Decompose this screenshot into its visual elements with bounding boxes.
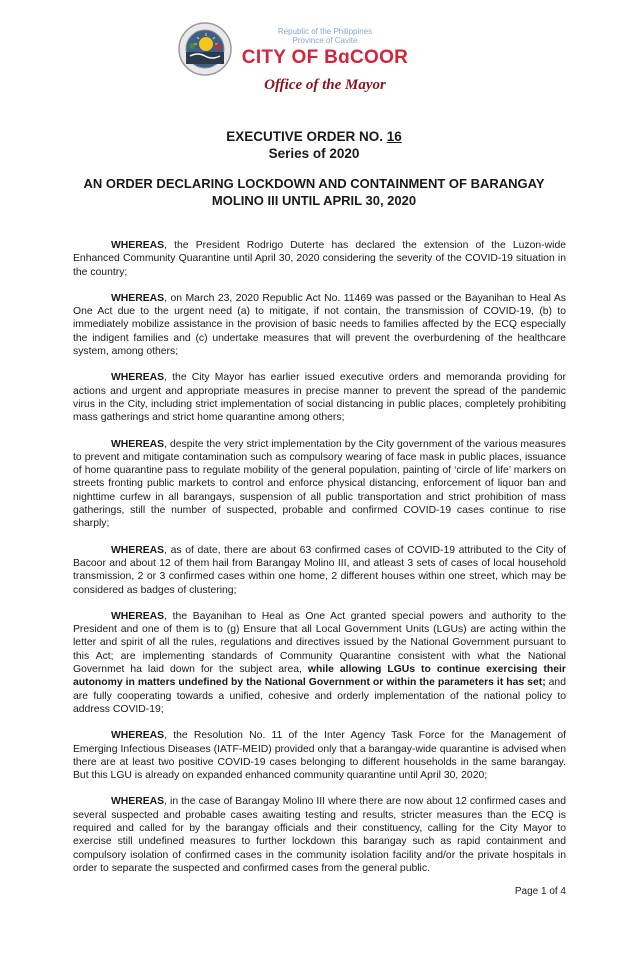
whereas-lead: WHEREAS [111, 292, 165, 304]
order-series: Series of 2020 [268, 146, 360, 161]
whereas-paragraph [73, 795, 566, 875]
paragraph-bold-text: while allowing LGUs to continue exercising their autonomy in matters undefined by the National Government or within the parameters it has set; [73, 664, 566, 689]
whereas-lead: WHEREAS [111, 438, 165, 450]
whereas-paragraph [73, 729, 566, 782]
order-title [60, 175, 568, 209]
order-title-line-1: AN ORDER DECLARING LOCKDOWN AND CONTAINMENT OF BARANGAY [83, 176, 545, 191]
province-text: Province of Cavite [292, 36, 358, 45]
republic-text: Republic of the Philippines [277, 27, 373, 36]
whereas-lead: WHEREAS [111, 240, 165, 251]
paragraph-text: , the President Rodrigo Duterte has declared the extension of the Luzon-wide Enhanced Community Quarantine until April 30, 2020 considering the severity of the COVID-19 situation in the country; [73, 240, 566, 278]
whereas-lead: WHEREAS [111, 372, 165, 384]
whereas-lead: WHEREAS [111, 610, 165, 622]
whereas-lead: WHEREAS [111, 544, 165, 556]
letterhead [0, 0, 628, 110]
paragraph-text: , despite the very strict implementation by the City government of the various measures to prevent and mitigate contamination such as compulsory wearing of face mask in public places, issuance of home quarantine pass to regulate mobility of the general population, painting of ‘circle of life’ markers on streets fronting public markets to control and enforce physical distancing, enforcement of liquor ban and nighttime curfew in all barangays, suspension of all public transportation and strict prohibition of mass gatherings, still the number of suspected, probable and confirmed COVID-19 cases continue to rise sharply; [73, 438, 566, 530]
whereas-paragraph [73, 610, 566, 716]
city-seal-icon [178, 22, 232, 76]
order-heading [0, 128, 628, 162]
letterhead-republic-province [240, 27, 410, 45]
order-number: 16 [386, 129, 402, 144]
paragraph-text: , in the case of Barangay Molino III where there are now about 12 confirmed cases and several suspected and probable cases awaiting testing and results, stricter measures than the ECQ is required and called for by the barangay officials and their constituency, calling for the City Mayor to exercise still undefined measures to further lockdown this barangay such as rapid containment and compulsory isolation of confirmed cases in the community isolation facility and/or the private hospitals in order to separate the suspected and confirmed cases from the general public. [73, 796, 566, 874]
paragraph-text-end: and are fully cooperating towards a unified, cohesive and orderly implementation of the national policy to address COVID-19; [73, 677, 566, 715]
paragraph-text: , the Resolution No. 11 of the Inter Agency Task Force for the Management of Emerging Infectious Diseases (IATF-MEID) provided only that a barangay-wide quarantine is advised when there are at least two positive COVID-19 cases belonging to different households in the same barangay. But this LGU is already on expanded enhanced community quarantine until April 30, 2020; [73, 730, 566, 782]
city-name: CITY OF BɑCOOR [241, 47, 409, 68]
page-number: Page 1 of 4 [514, 886, 566, 897]
whereas-paragraph [73, 438, 566, 531]
whereas-paragraph [73, 371, 566, 424]
paragraph-text: , the City Mayor has earlier issued executive orders and memoranda providing for actions and urgent and appropriate measures in precise manner to prevent the spread of the pandemic virus in the City, including strict implementation of social distancing in public places, completely prohibiting mass gatherings and strict home quarantine among others; [73, 372, 566, 424]
order-title-line-2: MOLINO III UNTIL APRIL 30, 2020 [211, 193, 417, 208]
whereas-paragraph [73, 292, 566, 358]
document-body [73, 239, 566, 888]
whereas-paragraph [73, 239, 566, 279]
order-heading-prefix: EXECUTIVE ORDER NO. [226, 129, 387, 144]
whereas-paragraph [73, 544, 566, 597]
order-number-line [0, 128, 628, 145]
paragraph-text: , on March 23, 2020 Republic Act No. 11469 was passed or the Bayanihan to Heal As One Act due to the urgent need (a) to mitigate, if not contain, the transmission of COVID-19, (b) to immediately mobilize assistance in the provision of basic needs to families affected by the ECQ especially the indigent families and (c) undertake measures that will prevent the overburdening of the healthcare system, among others; [73, 292, 566, 358]
whereas-lead: WHEREAS [111, 796, 165, 808]
office-name: Office of the Mayor [264, 77, 386, 93]
paragraph-text: , as of date, there are about 63 confirmed cases of COVID-19 attributed to the City of Bacoor and about 12 of them hail from Barangay Molino III, and atleast 3 sets of cases of local household transmission, 2 or 3 confirmed cases within one home, 2 different houses within one street, which may be considered as badges of clustering; [73, 544, 566, 596]
whereas-lead: WHEREAS [111, 730, 165, 742]
paragraph-text: , the Bayanihan to Heal as One Act granted special powers and authority to the President and one of them is to (g) Ensure that all Local Government Units (LGUs) are acting within the letter and spirit of all the rules, regulations and directives issued by the National Government pursuant to this Act; are implementing standards of Community Quarantine consistent with what the National Governmet ha laid down for the subject area, [73, 610, 566, 676]
